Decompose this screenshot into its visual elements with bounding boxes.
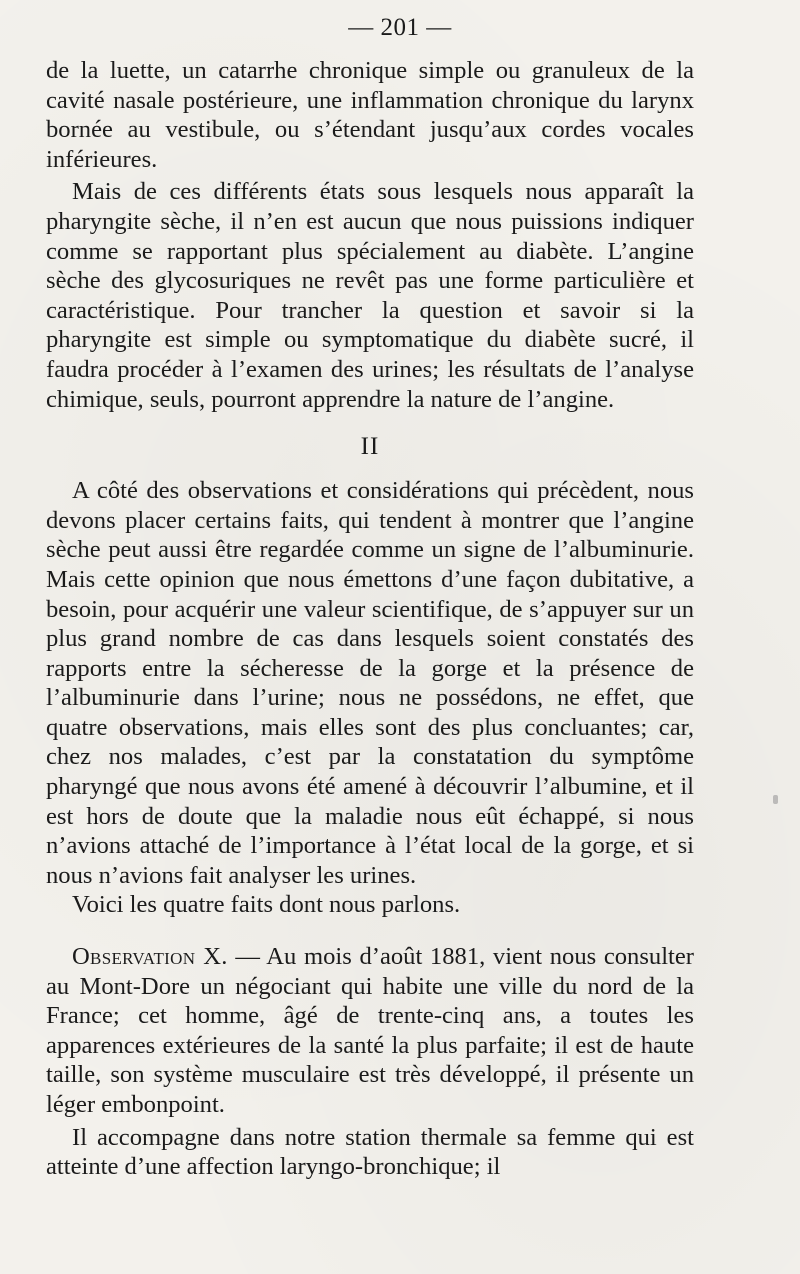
observation-label: Observation X. (72, 943, 228, 971)
observation-text: — Au mois d’août 1881, vient nous consulter au Mont-Dore un négociant qui habite une ville du nord de la France; cet homme, âgé de trente-cinq ans, a toutes les apparences extérieures de la santé la plus parfaite; il est de haute taille, son système musculaire est très développé, il présente un léger embonpoint. (46, 943, 694, 1118)
section-heading: II (360, 433, 380, 461)
paragraph-pharyngite: Mais de ces différents états sous lesquels nous apparaît la pharyngite sèche, il n’en est aucun que nous puissions indiquer comme se rapportant plus spécialement au diabète. L’angine sèche des glycosuriques ne revêt pas une forme particulière et caractéristique. Pour trancher la question et savoir si la pharyngite est simple ou symptomatique du diabète sucré, il faudra procéder à l’examen des urines; les résultats de l’analyse chimique, seuls, pourront apprendre la nature de l’angine. (46, 178, 694, 413)
page-number: — 201 — (348, 14, 452, 41)
paragraph-continuation: de la luette, un catarrhe chronique simple ou granuleux de la cavité nasale postérieure, une inflammation chronique du larynx bornée au vestibule, ou s’étendant jusqu’aux cordes vocales inférieures. (46, 57, 694, 173)
paragraph-albuminurie: A côté des observations et considérations qui précèdent, nous devons placer certains faits, qui tendent à montrer que l’angine sèche peut aussi être regardée comme un signe de l’albuminurie. Mais cette opinion que nous émettons d’une façon dubitative, a besoin, pour acquérir une valeur scientifique, de s’appuyer sur un plus grand nombre de cas dans lesquels soient constatés des rapports entre la sécheresse de la gorge et la présence de l’albuminurie dans l’urine; nous ne possédons, ne effet, que quatre observations, mais elles sont des plus concluantes; car, chez nos malades, c’est par la constatation du symptôme pharyngé que nous avons été amené à découvrir l’albumine, et il est hors de doute que la maladie nous eût échappé, si nous n’avions attaché de l’importance à l’état local de la gorge, et si nous n’avions fait analyser les urines. (46, 477, 694, 889)
paragraph-quatre-faits: Voici les quatre faits dont nous parlons. (72, 891, 461, 919)
paragraph-observation-x (46, 942, 694, 1120)
text-column (46, 56, 694, 1182)
paper-spot (773, 795, 778, 804)
paragraph-accompagne: Il accompagne dans notre station thermale sa femme qui est atteinte d’une affection laryngo-bronchique; il (46, 1123, 694, 1181)
